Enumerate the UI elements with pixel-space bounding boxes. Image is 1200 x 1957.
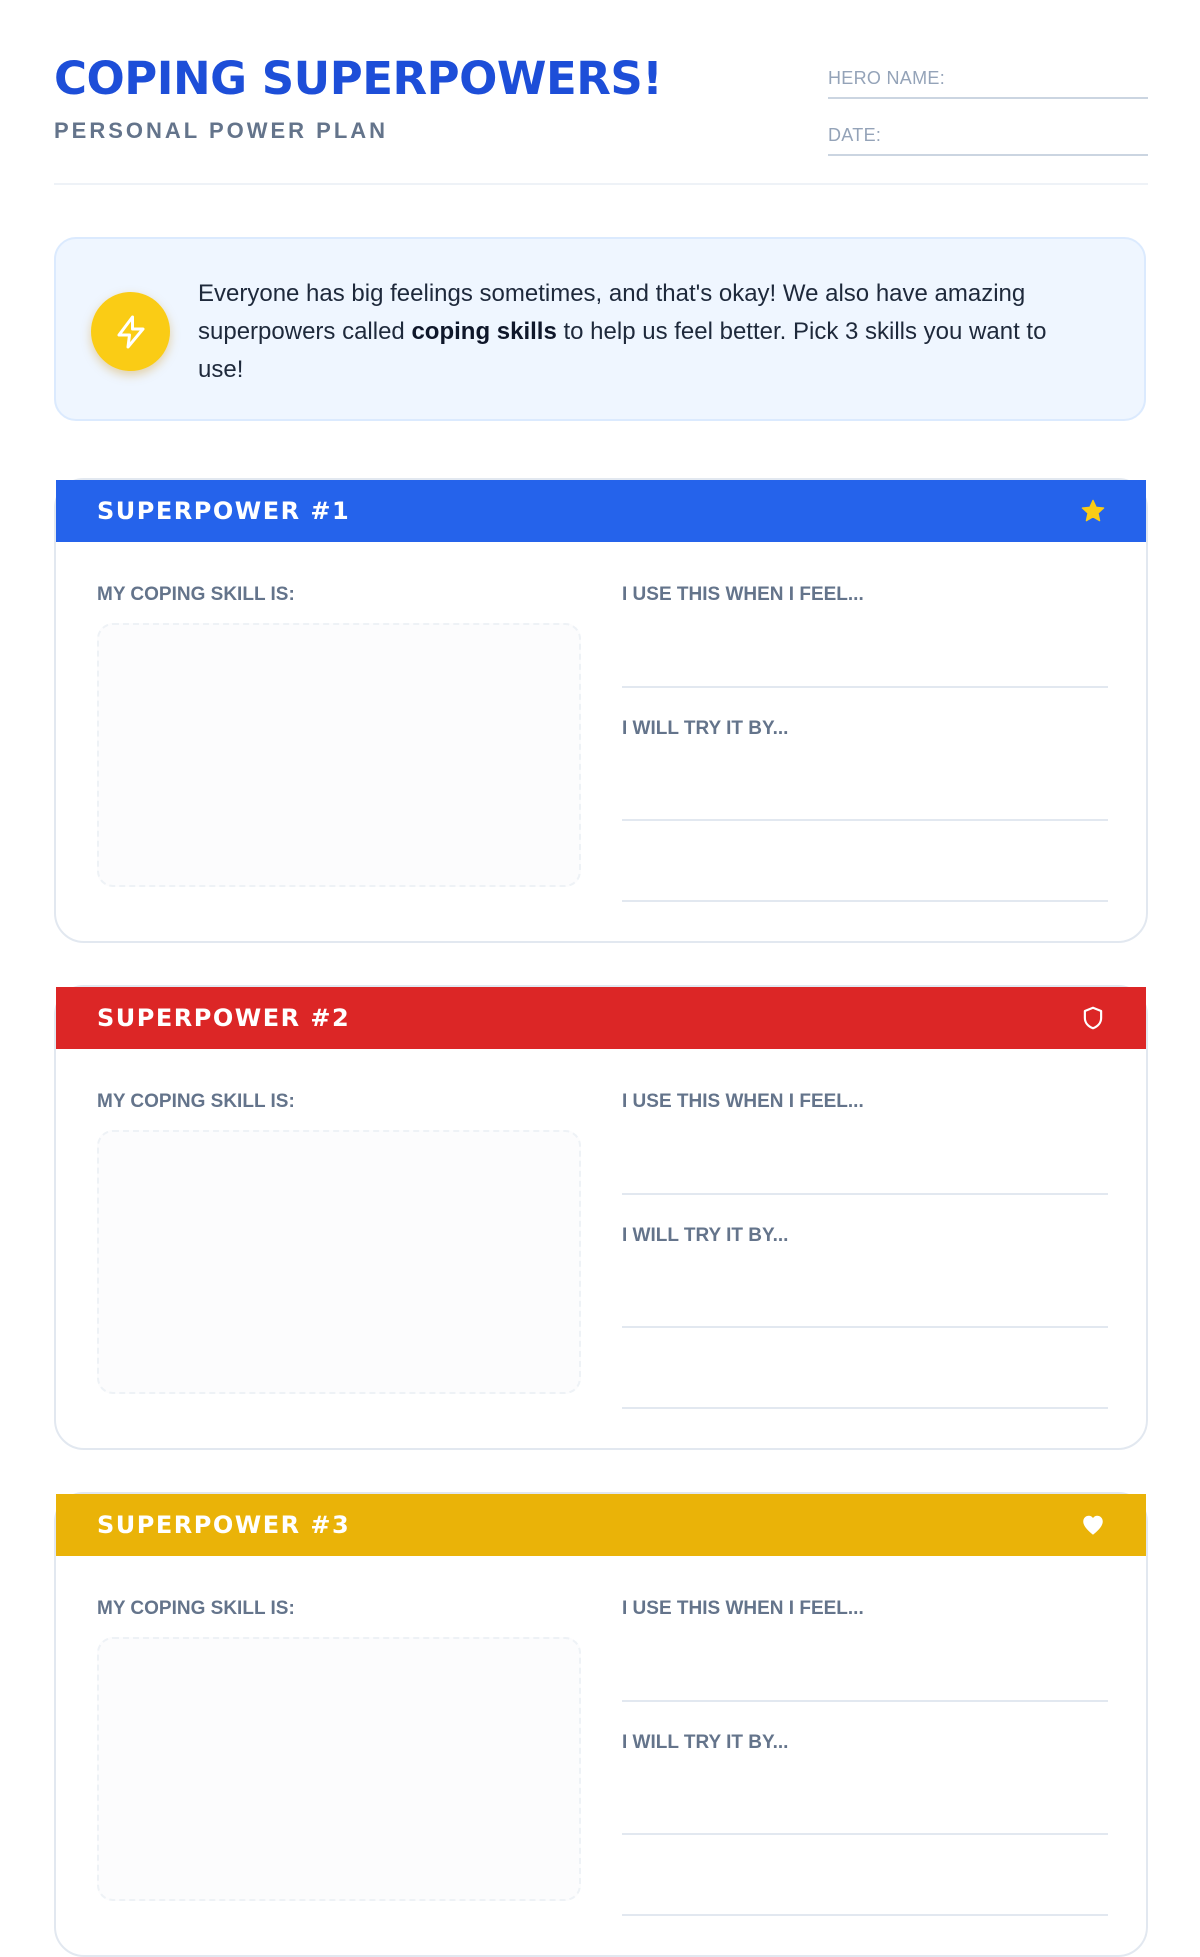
lightning-bolt-icon: [91, 292, 170, 371]
date-field[interactable]: [828, 120, 1148, 156]
intro-text-end: to help us feel better. Pick 3 skills you want to use!: [198, 318, 1047, 383]
superpower-title: SUPERPOWER #1: [97, 497, 351, 525]
superpower-card-2: [54, 985, 1148, 1450]
intro-text: [198, 275, 1098, 389]
date-label: DATE:: [828, 125, 882, 145]
feel-label: I USE THIS WHEN I FEEL...: [622, 1091, 864, 1112]
try-label: I WILL TRY IT BY...: [622, 1732, 789, 1753]
try-answer-line[interactable]: [622, 1833, 1108, 1835]
coping-skill-box[interactable]: [97, 1637, 581, 1901]
superpower-title: SUPERPOWER #3: [97, 1511, 351, 1539]
try-answer-line[interactable]: [622, 819, 1108, 821]
hero-name-field[interactable]: [828, 63, 1148, 99]
feel-answer-line[interactable]: [622, 1700, 1108, 1702]
coping-skill-box[interactable]: [97, 623, 581, 887]
coping-skill-label: MY COPING SKILL IS:: [97, 584, 295, 605]
superpower-card-header: [56, 987, 1146, 1049]
coping-skill-box[interactable]: [97, 1130, 581, 1394]
star-icon: [1080, 498, 1106, 524]
page-title: COPING SUPERPOWERS!: [54, 52, 663, 105]
superpower-card-3: [54, 1492, 1148, 1957]
heart-icon: [1080, 1512, 1106, 1538]
superpower-card-1: [54, 478, 1148, 943]
feel-answer-line[interactable]: [622, 686, 1108, 688]
feel-answer-line[interactable]: [622, 1193, 1108, 1195]
hero-name-label: HERO NAME:: [828, 68, 946, 88]
shield-icon: [1080, 1005, 1106, 1031]
try-label: I WILL TRY IT BY...: [622, 1225, 789, 1246]
superpower-card-header: [56, 1494, 1146, 1556]
intro-box: [54, 237, 1146, 421]
superpower-card-header: [56, 480, 1146, 542]
try-answer-line[interactable]: [622, 1914, 1108, 1916]
try-answer-line[interactable]: [622, 1407, 1108, 1409]
worksheet-header: [54, 0, 1148, 185]
try-label: I WILL TRY IT BY...: [622, 718, 789, 739]
try-answer-line[interactable]: [622, 1326, 1108, 1328]
try-answer-line[interactable]: [622, 900, 1108, 902]
coping-skill-label: MY COPING SKILL IS:: [97, 1091, 295, 1112]
superpower-title: SUPERPOWER #2: [97, 1004, 351, 1032]
page-subtitle: PERSONAL POWER PLAN: [54, 118, 389, 143]
feel-label: I USE THIS WHEN I FEEL...: [622, 1598, 864, 1619]
feel-label: I USE THIS WHEN I FEEL...: [622, 584, 864, 605]
intro-text-bold: coping skills: [411, 318, 557, 345]
intro-text-start: Everyone has big feelings sometimes, and that's okay! We also have amazing superpowers called: [198, 280, 1026, 345]
coping-skill-label: MY COPING SKILL IS:: [97, 1598, 295, 1619]
